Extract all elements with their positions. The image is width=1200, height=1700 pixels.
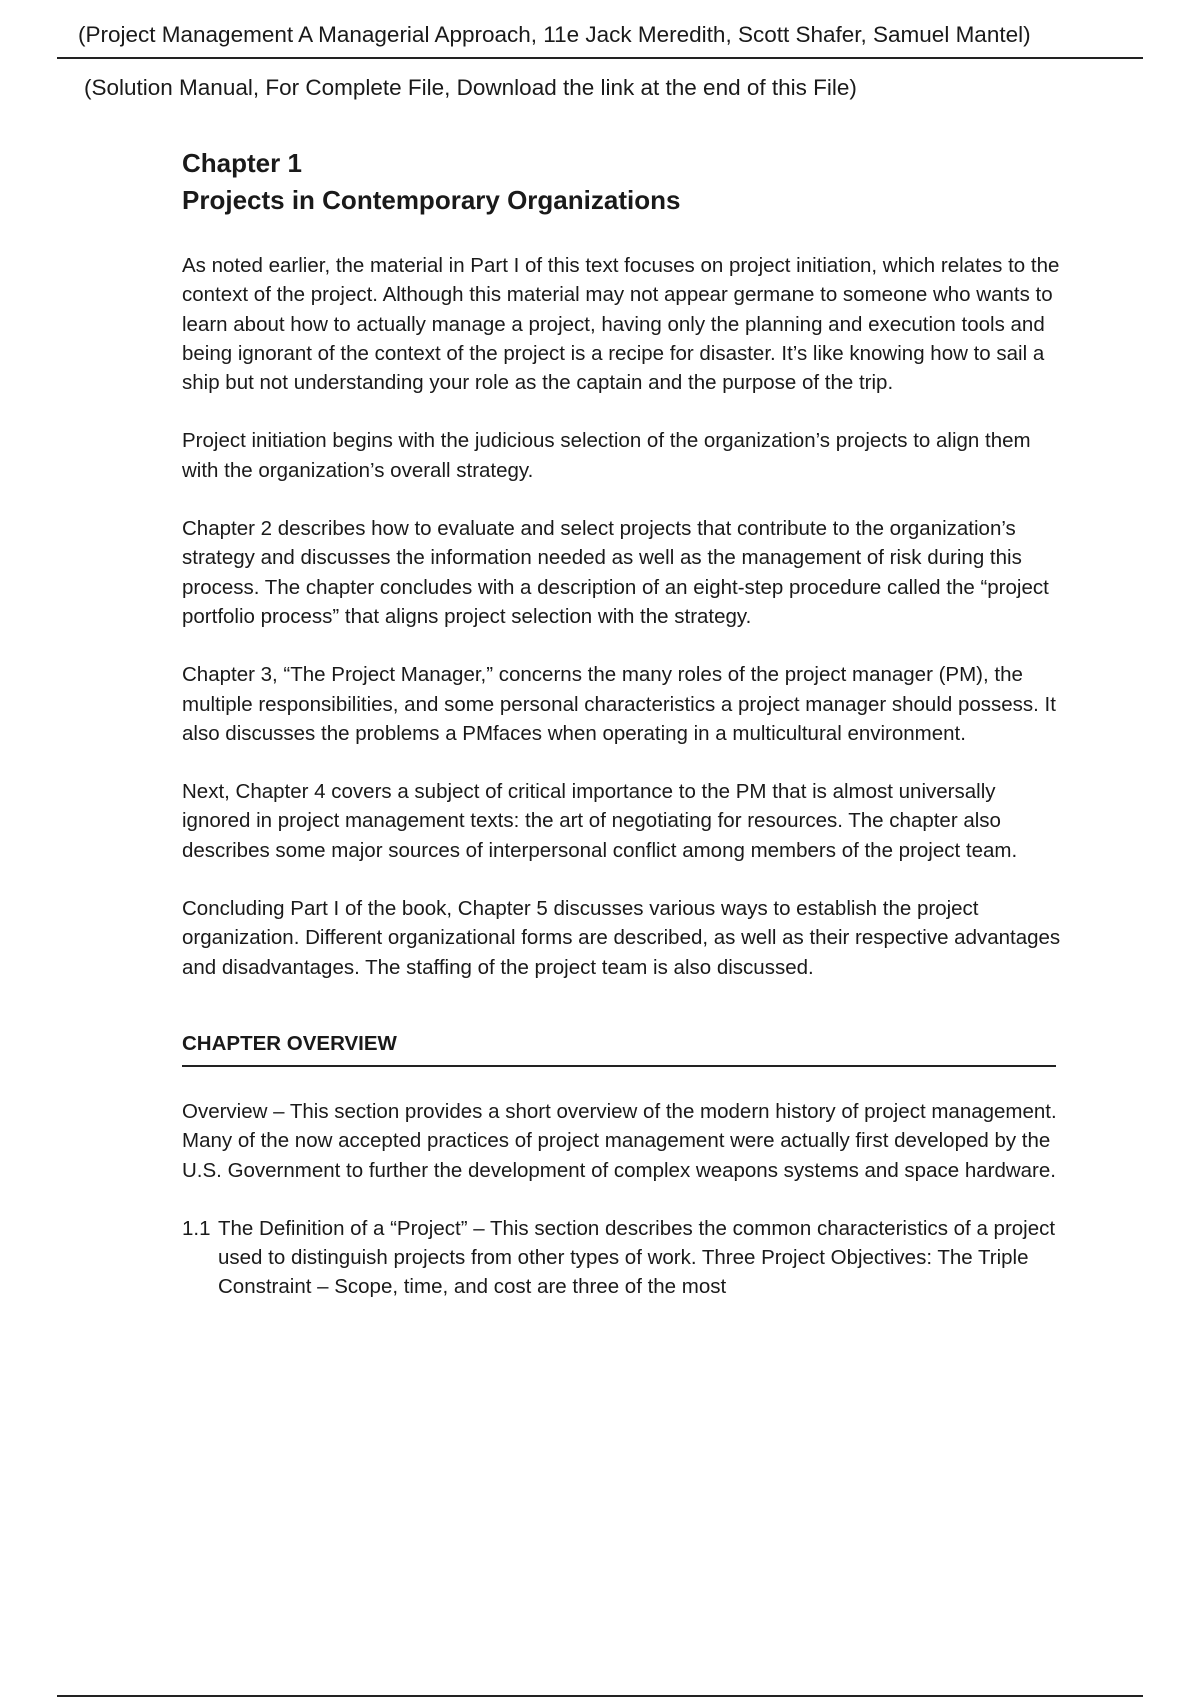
document-header-title: (Project Management A Managerial Approach, 11e Jack Meredith, Scott Shafer, Samuel Mantel) <box>78 22 1031 47</box>
item-text: The Definition of a “Project” – This section describes the common characteristics of a project used to distinguish projects from other types of work. Three Project Objectives: The Triple Constraint – Scope, time, and cost are three of the most <box>218 1216 1056 1299</box>
chapter-number: Chapter 1 <box>182 148 302 178</box>
chapter-overview-heading: CHAPTER OVERVIEW <box>182 1030 1056 1067</box>
intro-paragraph: Concluding Part I of the book, Chapter 5 discusses various ways to establish the project organization. Different organizational forms are described, as well as their respective advantages and disadvantages. The staffing of the project team is also discussed. <box>182 897 1061 979</box>
page-content <box>182 145 1062 1302</box>
numbered-item <box>182 1214 1062 1302</box>
intro-section <box>182 251 1062 982</box>
intro-paragraph: Next, Chapter 4 covers a subject of critical importance to the PM that is almost universally ignored in project management texts: the art of negotiating for resources. The chapter also describes some major sources of interpersonal conflict among members of the project team. <box>182 780 1018 862</box>
document-subheader: (Solution Manual, For Complete File, Download the link at the end of this File) <box>84 75 857 100</box>
intro-paragraph: As noted earlier, the material in Part I of this text focuses on project initiation, which relates to the context of the project. Although this material may not appear germane to someone who wants to learn about how to actually manage a project, having only the planning and execution tools and being ignorant of the context of the project is a recipe for disaster. It’s like knowing how to sail a ship but not understanding your role as the captain and the purpose of the trip. <box>182 254 1060 395</box>
chapter-title: Projects in Contemporary Organizations <box>182 185 681 215</box>
header-divider <box>57 57 1143 59</box>
intro-paragraph: Chapter 2 describes how to evaluate and select projects that contribute to the organization’s strategy and discusses the information needed as well as the management of risk during this process. The chapter concludes with a description of an eight-step procedure called the “project portfolio process” that aligns project selection with the strategy. <box>182 517 1049 628</box>
intro-paragraph: Project initiation begins with the judicious selection of the organization’s projects to align them with the organization’s overall strategy. <box>182 429 1031 482</box>
footer-divider <box>57 1695 1143 1697</box>
overview-paragraph: Overview – This section provides a short overview of the modern history of project management. Many of the now accepted practices of project management were actually first developed by the U.S. Government to further the development of complex weapons systems and space hardware. <box>182 1099 1057 1182</box>
intro-paragraph: Chapter 3, “The Project Manager,” concerns the many roles of the project manager (PM), the multiple responsibilities, and some personal characteristics a project manager should possess. It also discusses the problems a PMfaces when operating in a multicultural environment. <box>182 663 1056 745</box>
item-number: 1.1 <box>182 1216 211 1240</box>
